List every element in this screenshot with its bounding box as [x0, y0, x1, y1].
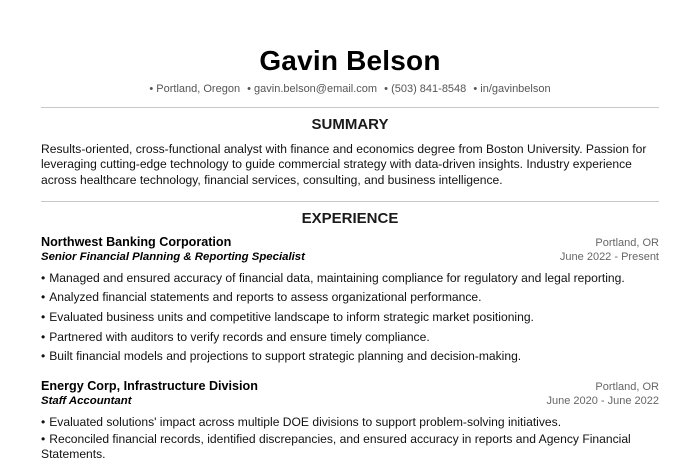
- experience-heading: EXPERIENCE: [301, 209, 399, 227]
- job-header-row: [41, 234, 659, 250]
- contact-line: [41, 82, 659, 96]
- bullet-item: • Analyzed financial statements and reports to assess organizational performance.: [41, 290, 482, 305]
- job-title: Senior Financial Planning & Reporting Specialist: [41, 250, 305, 263]
- contact-email: • gavin.belson@email.com: [247, 83, 378, 95]
- job-dates: June 2022 - Present: [559, 250, 659, 263]
- bullet-item: • Evaluated solutions' impact across multiple DOE divisions to support problem-solving initiatives.: [41, 414, 562, 429]
- job-bullets: [41, 413, 659, 462]
- bullet-item: • Partnered with auditors to verify records and ensure timely compliance.: [41, 329, 430, 344]
- divider: [41, 201, 659, 202]
- bullet-icon: •: [41, 349, 46, 364]
- bullet-icon: •: [41, 414, 46, 429]
- job-bullets: [41, 269, 659, 367]
- bullet-item: • Managed and ensured accuracy of financial data, maintaining compliance for regulatory and legal reporting.: [41, 270, 625, 285]
- job-location: Portland, OR: [595, 380, 659, 393]
- bullet-icon: •: [41, 270, 46, 285]
- contact-location: • Portland, Oregon: [149, 83, 241, 95]
- bullet-icon: •: [41, 290, 46, 305]
- summary-text: Results-oriented, cross-functional analyst with finance and economics degree from Boston University. Passion for leveraging cutting-edge technology to guide commercial strategy with data-driven insights. Industry experience across healthcare technology, financial services, consulting, and business intelligence.: [41, 142, 647, 187]
- company-name: Northwest Banking Corporation: [41, 234, 232, 249]
- bullet-item: • Evaluated business units and competitive landscape to inform strategic market positioning.: [41, 310, 534, 325]
- job-dates: June 2020 - June 2022: [546, 394, 659, 407]
- job-title: Staff Accountant: [41, 394, 132, 407]
- job-entry: [41, 378, 659, 462]
- bullet-item: • Built financial models and projections to support strategic planning and decision-making.: [41, 349, 522, 364]
- contact-linkedin: • in/gavinbelson: [473, 83, 551, 95]
- job-role-row: [41, 394, 659, 408]
- job-location: Portland, OR: [595, 236, 659, 249]
- bullet-icon: •: [41, 310, 46, 325]
- contact-phone: • (503) 841-8548: [384, 83, 467, 95]
- divider: [41, 107, 659, 108]
- job-header-row: [41, 378, 659, 394]
- bullet-icon: •: [41, 431, 46, 446]
- company-name: Energy Corp, Infrastructure Division: [41, 378, 258, 393]
- resume-name: Gavin Belson: [259, 45, 441, 76]
- summary-heading: SUMMARY: [311, 116, 389, 133]
- job-entry: [41, 234, 659, 367]
- bullet-item: • Reconciled financial records, identified discrepancies, and ensured accuracy in reports and Agency Financial Statements.: [41, 431, 631, 461]
- bullet-icon: •: [41, 329, 46, 344]
- job-role-row: [41, 250, 659, 264]
